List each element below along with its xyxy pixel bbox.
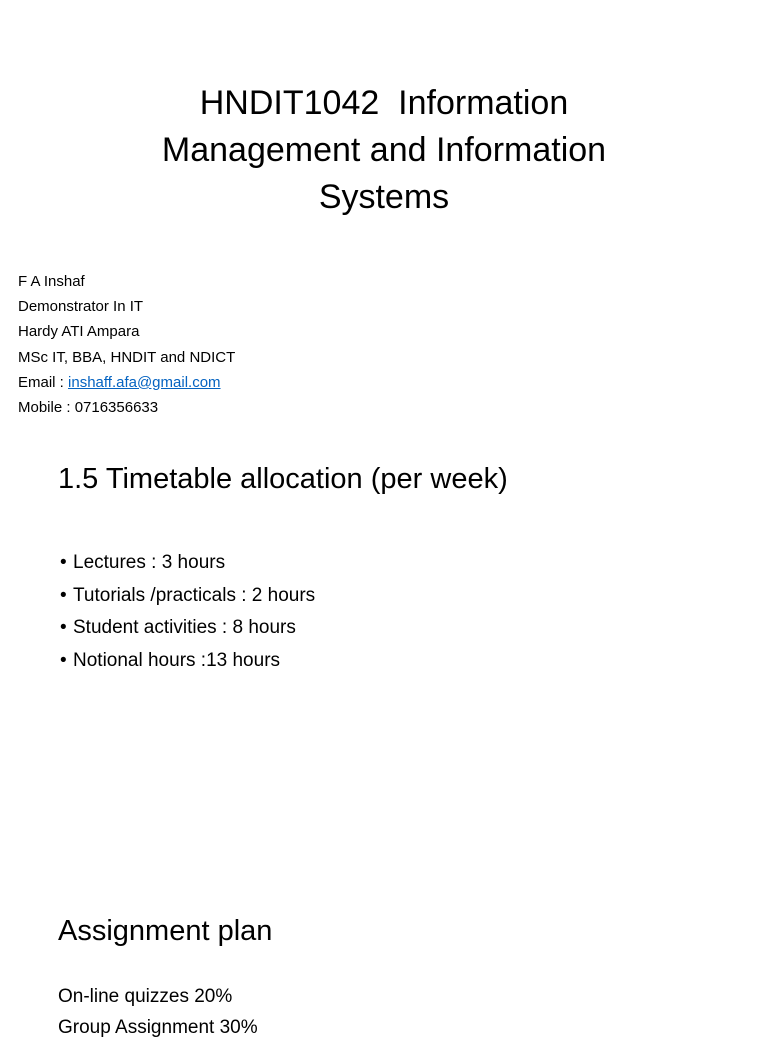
list-item-text: Student activities : 8 hours bbox=[73, 617, 296, 638]
title-line: Management and Information bbox=[161, 131, 607, 169]
list-item: Group Assignment 30% bbox=[58, 1017, 258, 1038]
email-link[interactable]: inshaff.afa@gmail.com bbox=[68, 373, 221, 391]
title-line: HNDIT1042 Information bbox=[199, 84, 569, 122]
page-title bbox=[0, 80, 768, 221]
list-item bbox=[60, 614, 315, 647]
author-mobile: Mobile : 0716356633 bbox=[18, 399, 159, 417]
author-role: Demonstrator In IT bbox=[18, 298, 144, 316]
list-item: On-line quizzes 20% bbox=[58, 986, 233, 1007]
email-label: Email : bbox=[18, 373, 69, 391]
author-info bbox=[18, 269, 518, 420]
author-email-row bbox=[18, 370, 518, 395]
list-item-text: Tutorials /practicals : 2 hours bbox=[73, 584, 316, 606]
bullet-icon: • bbox=[60, 552, 67, 573]
bullet-icon: • bbox=[60, 649, 67, 671]
list-item-text: Notional hours :13 hours bbox=[73, 649, 281, 671]
assignment-heading: Assignment plan bbox=[58, 915, 273, 947]
timetable-heading: 1.5 Timetable allocation (per week) bbox=[58, 463, 508, 495]
assignment-list bbox=[58, 983, 258, 1045]
list-item bbox=[60, 582, 315, 615]
author-name: F A Inshaf bbox=[18, 273, 85, 290]
list-item bbox=[60, 647, 315, 680]
author-qualifications: MSc IT, BBA, HNDIT and NDICT bbox=[18, 348, 236, 366]
bullet-icon: • bbox=[60, 584, 67, 606]
title-line: Systems bbox=[318, 178, 450, 216]
list-item-text: Lectures : 3 hours bbox=[73, 552, 226, 573]
author-institution: Hardy ATI Ampara bbox=[18, 323, 140, 341]
bullet-icon: • bbox=[60, 617, 67, 638]
timetable-list bbox=[60, 549, 315, 679]
list-item bbox=[60, 549, 315, 582]
